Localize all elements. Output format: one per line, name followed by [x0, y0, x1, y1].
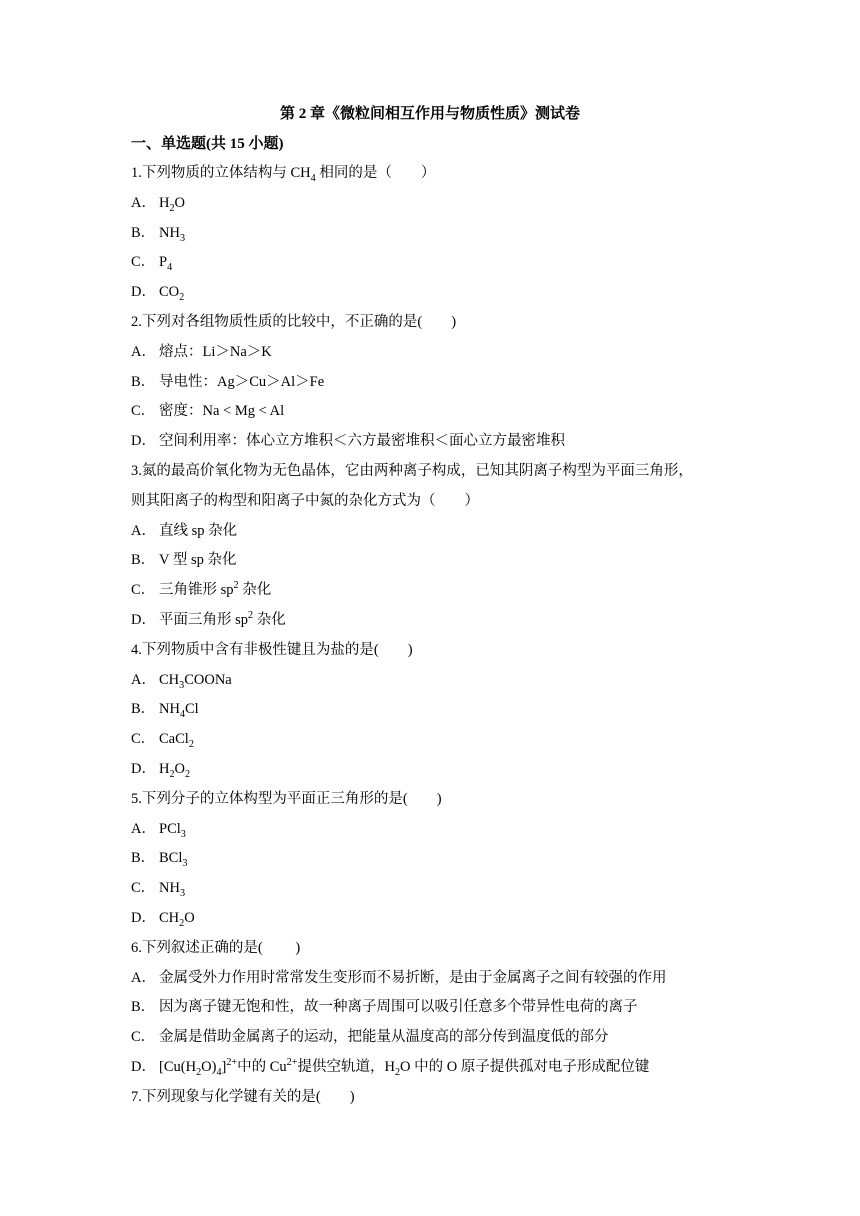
- option-text: V 型 sp 杂化: [159, 552, 237, 569]
- option-letter: C．: [131, 731, 156, 748]
- option-letter: B．: [131, 850, 156, 867]
- option-text: $CH_2O$: [159, 909, 195, 929]
- option-letter: C．: [131, 582, 156, 599]
- answer-option: [131, 907, 731, 937]
- answer-option: [131, 669, 731, 699]
- option-text: $[Cu(H_2O)_4]^{2+}$中的 $Cu^{2+}$提供空轨道，$H_2O$ 中的 O 原子提供孤对电子形成配位键: [159, 1057, 650, 1078]
- answer-option: [131, 549, 731, 579]
- question-stem: 4.下列物质中含有非极性键且为盐的是( ): [131, 641, 413, 658]
- answer-option: [131, 818, 731, 848]
- option-text: $NH_3$: [159, 224, 186, 244]
- option-letter: B．: [131, 701, 156, 718]
- option-letter: D．: [131, 1058, 156, 1075]
- option-text: $CH_3COONa$: [159, 671, 232, 691]
- option-text: 导电性：Ag＞Cu＞Al＞Fe: [159, 373, 325, 390]
- question-stem: 5.下列分子的立体构型为平面正三角形的是( ): [131, 790, 442, 807]
- option-letter: C．: [131, 880, 156, 897]
- answer-option: [131, 341, 731, 371]
- option-text: 金属受外力作用时常常发生变形而不易折断，是由于金属离子之间有较强的作用: [159, 969, 667, 986]
- answer-option: [131, 579, 731, 609]
- option-text: 三角锥形 $sp^2$ 杂化: [159, 580, 272, 599]
- option-letter: D．: [131, 909, 156, 926]
- section-heading: 一、单选题(共 15 小题): [131, 136, 284, 152]
- question-stem: 2.下列对各组物质性质的比较中，不正确的是( ): [131, 313, 457, 330]
- option-text: BCl$_3$: [159, 850, 188, 870]
- option-letter: B．: [131, 224, 156, 241]
- option-letter: D．: [131, 611, 156, 628]
- option-letter: A．: [131, 194, 156, 211]
- answer-option: [131, 520, 731, 550]
- option-text: 金属是借助金属离子的运动，把能量从温度高的部分传到温度低的部分: [159, 1029, 609, 1046]
- option-letter: B．: [131, 552, 156, 569]
- option-text: 熔点：Li＞Na＞K: [159, 343, 272, 360]
- answer-option: [131, 371, 731, 401]
- question-stem: 7.下列现象与化学键有关的是( ): [131, 1088, 355, 1105]
- question-stem: 3.氮的最高价氧化物为无色晶体，它由两种离子构成，已知其阴离子构型为平面三角形，: [131, 462, 693, 479]
- option-text: $H_2O_2$: [159, 760, 191, 780]
- option-letter: A．: [131, 522, 156, 539]
- option-text: $CO_2$: [159, 284, 185, 304]
- answer-option: [131, 1056, 731, 1086]
- answer-option: [131, 847, 731, 877]
- option-text: CaCl$_2$: [159, 731, 194, 751]
- question-stem: 6.下列叙述正确的是( ): [131, 939, 301, 956]
- option-letter: D．: [131, 760, 156, 777]
- option-text: 因为离子键无饱和性，故一种离子周围可以吸引任意多个带异性电荷的离子: [159, 999, 638, 1016]
- option-letter: C．: [131, 254, 156, 271]
- answer-option: [131, 877, 731, 907]
- answer-option: [131, 967, 731, 997]
- answer-option: [131, 758, 731, 788]
- option-letter: D．: [131, 433, 156, 450]
- answer-option: [131, 1026, 731, 1056]
- answer-option: [131, 609, 731, 639]
- option-letter: A．: [131, 820, 156, 837]
- option-letter: C．: [131, 1029, 156, 1046]
- answer-option: [131, 281, 731, 311]
- option-letter: A．: [131, 343, 156, 360]
- option-text: $H_2O$: [159, 194, 186, 214]
- option-text: $NH_3$: [159, 880, 186, 900]
- answer-option: [131, 430, 731, 460]
- answer-option: [131, 192, 731, 222]
- question-list: [131, 162, 731, 1116]
- answer-option: [131, 728, 731, 758]
- question-stem: 1.下列物质的立体结构与 $CH_4$ 相同的是（ ）: [131, 165, 436, 184]
- option-text: $P_4$: [159, 254, 173, 274]
- option-letter: A．: [131, 671, 156, 688]
- answer-option: [131, 400, 731, 430]
- option-text: PCl$_3$: [159, 820, 186, 840]
- option-letter: B．: [131, 999, 156, 1016]
- option-text: 密度：Na < Mg < Al: [159, 403, 285, 420]
- answer-option: [131, 996, 731, 1026]
- answer-option: [131, 222, 731, 252]
- option-letter: B．: [131, 373, 156, 390]
- option-letter: C．: [131, 403, 156, 420]
- option-text: $NH_4Cl$: [159, 701, 199, 721]
- answer-option: [131, 698, 731, 728]
- option-letter: D．: [131, 284, 156, 301]
- option-letter: A．: [131, 969, 156, 986]
- option-text: 直线 sp 杂化: [159, 522, 238, 539]
- question-stem-continued: 则其阳离子的构型和阳离子中氮的杂化方式为（ ）: [131, 492, 479, 509]
- answer-option: [131, 251, 731, 281]
- option-text: 平面三角形 $sp^2$ 杂化: [159, 610, 286, 628]
- option-text: 空间利用率：体心立方堆积＜六方最密堆积＜面心立方最密堆积: [159, 433, 565, 450]
- document-title: 第 2 章《微粒间相互作用与物质性质》测试卷: [279, 106, 580, 122]
